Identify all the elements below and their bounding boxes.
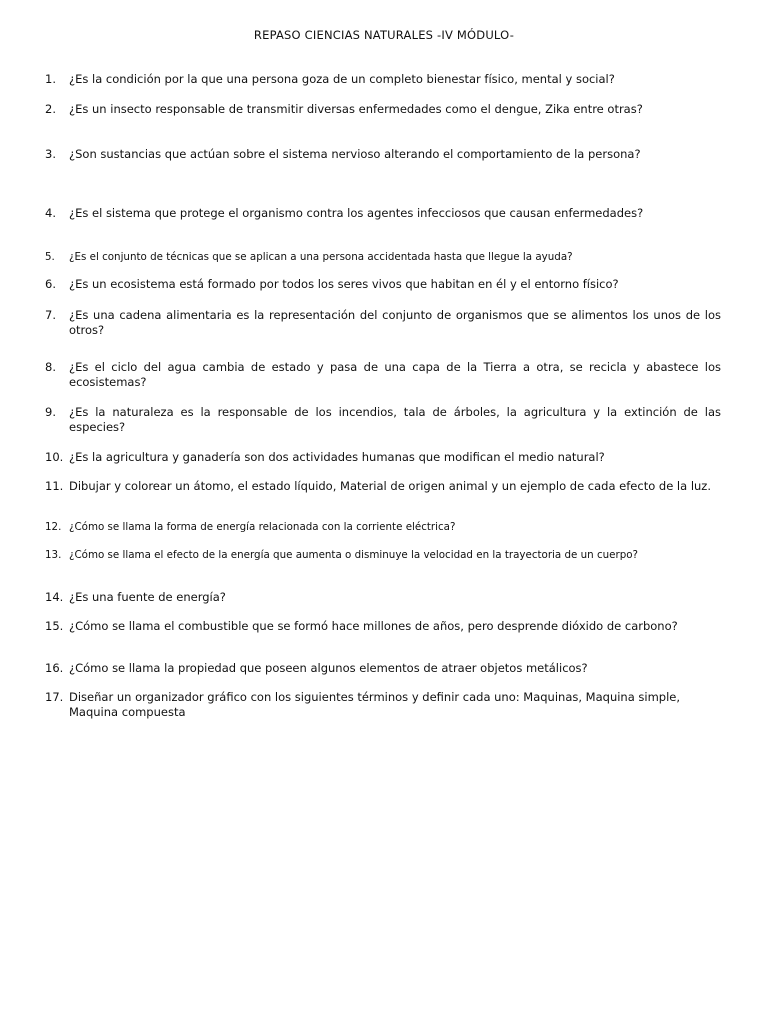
question-number: 14. (45, 590, 64, 604)
question-text: Dibujar y colorear un átomo, el estado líquido, Material de origen animal y un ejemplo de cada efecto de la luz. (69, 479, 712, 493)
question-number: 15. (45, 619, 64, 633)
question-text: ¿Son sustancias que actúan sobre el sistema nervioso alterando el comportamiento de la persona? (69, 147, 641, 161)
question-item (45, 450, 721, 465)
question-number: 7. (45, 308, 56, 322)
question-text: ¿Cómo se llama la propiedad que poseen algunos elementos de atraer objetos metálicos? (69, 661, 588, 675)
question-number: 10. (45, 450, 64, 464)
document-title: REPASO CIENCIAS NATURALES -IV MÓDULO- (253, 28, 515, 42)
question-item (45, 72, 721, 87)
question-number: 8. (45, 360, 56, 374)
question-item (45, 590, 721, 605)
question-text: ¿Es la agricultura y ganadería son dos actividades humanas que modifican el medio natural? (69, 450, 605, 464)
question-item (45, 250, 721, 265)
question-text: ¿Es el conjunto de técnicas que se aplican a una persona accidentada hasta que llegue la ayuda? (69, 251, 573, 263)
question-item (45, 661, 721, 676)
question-text: ¿Es una cadena alimentaria es la representación del conjunto de organismos que se alimentos los unos de los otros? (69, 308, 721, 337)
question-item (45, 308, 721, 338)
question-text: ¿Cómo se llama el combustible que se formó hace millones de años, pero desprende dióxido de carbono? (69, 619, 678, 633)
question-item (45, 405, 721, 435)
question-text: ¿Es el ciclo del agua cambia de estado y pasa de una capa de la Tierra a otra, se recicla y abastece los ecosistemas? (69, 360, 721, 389)
question-text: ¿Es la condición por la que una persona goza de un completo bienestar físico, mental y social? (69, 72, 615, 86)
question-text: ¿Es una fuente de energía? (69, 590, 226, 604)
question-number: 9. (45, 405, 56, 419)
question-number: 4. (45, 206, 56, 220)
question-number: 12. (45, 521, 62, 533)
question-number: 3. (45, 147, 56, 161)
question-number: 16. (45, 661, 64, 675)
question-number: 1. (45, 72, 56, 86)
question-text: ¿Es un ecosistema está formado por todos los seres vivos que habitan en él y el entorno físico? (69, 277, 619, 291)
question-item (45, 277, 721, 292)
question-item (45, 479, 721, 494)
question-text: ¿Es la naturaleza es la responsable de los incendios, tala de árboles, la agricultura y la extinción de las especies? (69, 405, 721, 434)
question-text: ¿Es un insecto responsable de transmitir diversas enfermedades como el dengue, Zika entre otras? (69, 102, 643, 116)
question-number: 2. (45, 102, 56, 116)
question-number: 13. (45, 549, 62, 561)
question-text: Diseñar un organizador gráfico con los siguientes términos y definir cada uno: Maquinas, Maquina simple, Maquina compuesta (69, 690, 681, 719)
question-number: 17. (45, 690, 64, 704)
question-text: ¿Es el sistema que protege el organismo contra los agentes infecciosos que causan enfermedades? (69, 206, 644, 220)
question-number: 6. (45, 277, 56, 291)
question-item (45, 619, 721, 634)
question-number: 5. (45, 251, 55, 263)
question-item (45, 548, 721, 563)
question-number: 11. (45, 479, 64, 493)
question-item (45, 520, 721, 535)
question-item (45, 102, 721, 117)
question-item (45, 360, 721, 390)
question-item (45, 206, 721, 221)
question-text: ¿Cómo se llama la forma de energía relacionada con la corriente eléctrica? (69, 521, 456, 533)
question-item (45, 147, 721, 162)
question-item (45, 690, 721, 720)
question-text: ¿Cómo se llama el efecto de la energía que aumenta o disminuye la velocidad en la trayectoria de un cuerpo? (69, 549, 639, 561)
